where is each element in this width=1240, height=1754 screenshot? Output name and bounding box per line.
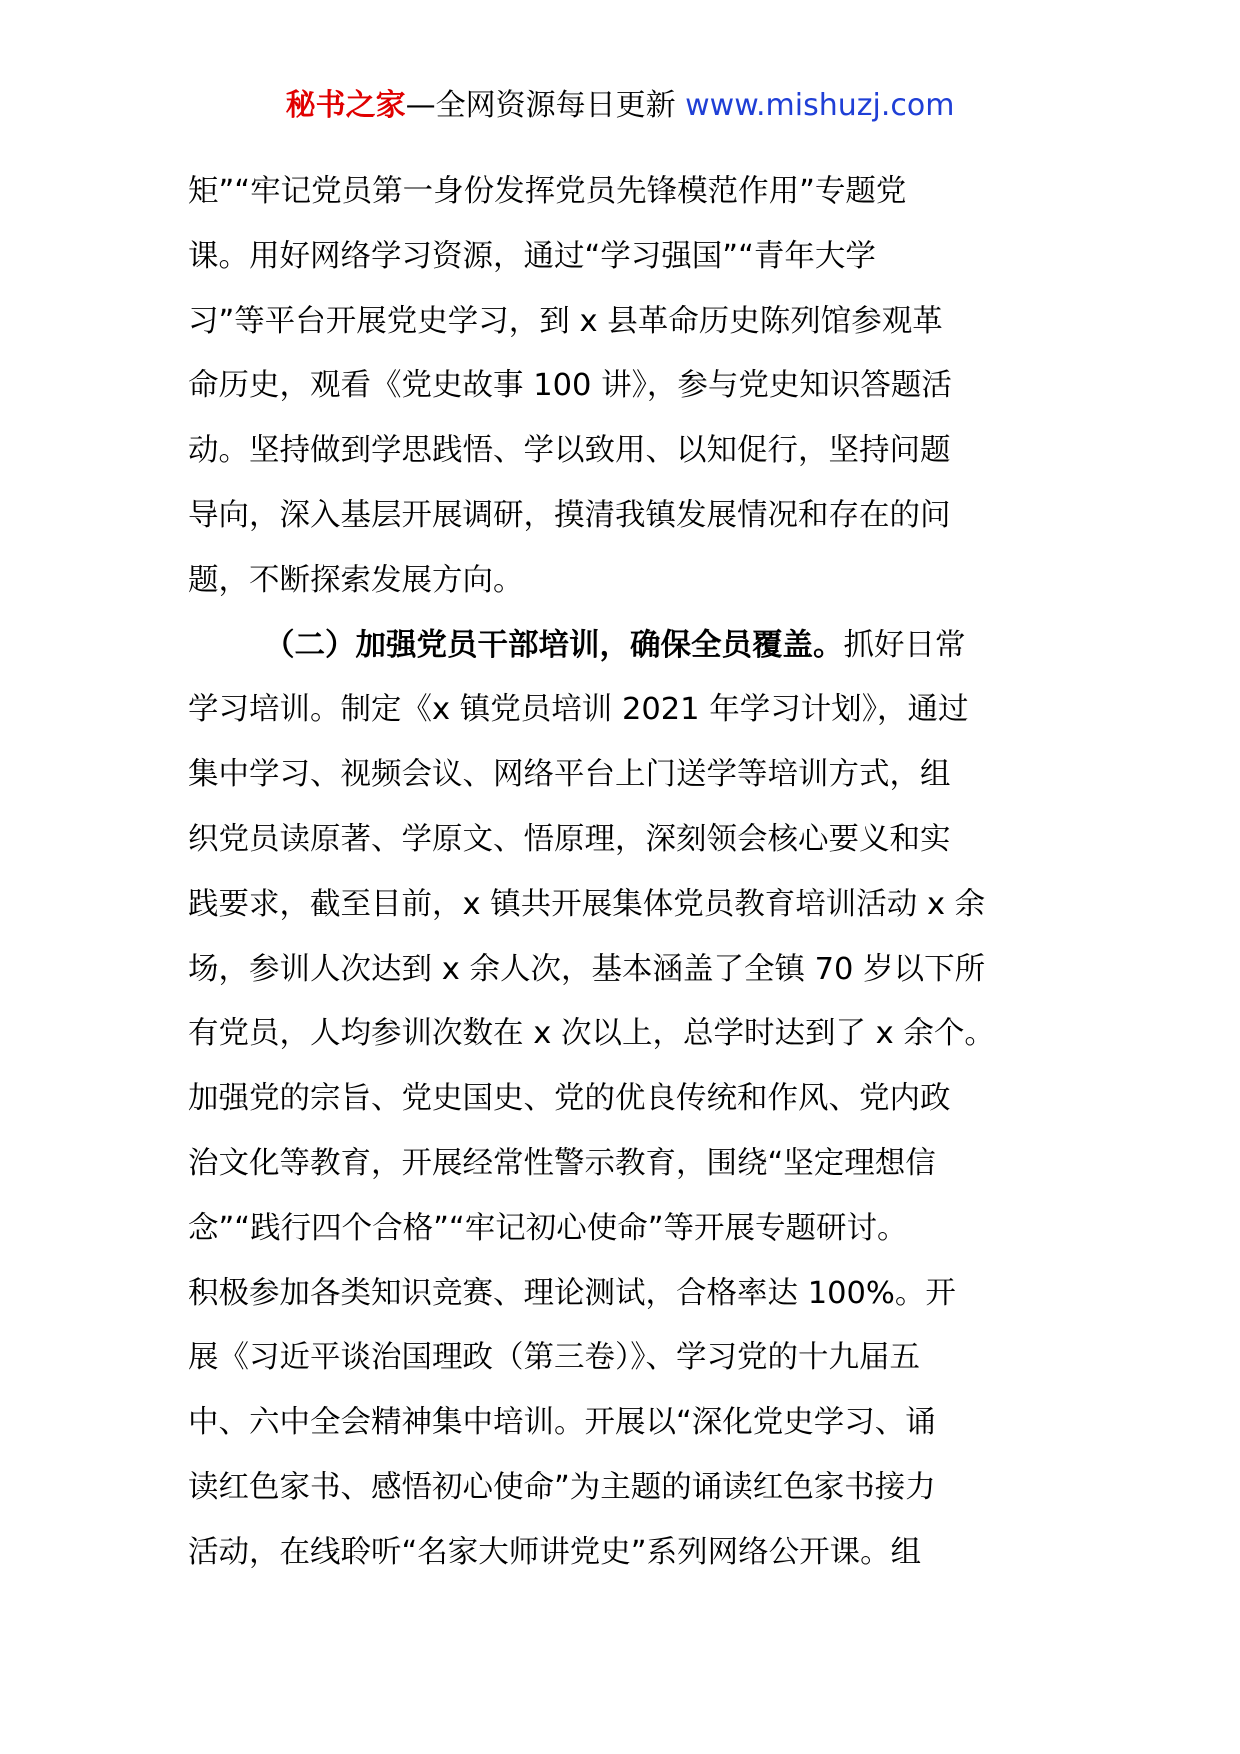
paragraph-line: 念”“践行四个合格”“牢记初心使命”等开展专题研讨。 xyxy=(188,1210,908,1246)
paragraph-line: 习”等平台开展党史学习，到 x 县革命历史陈列馆参观革 xyxy=(188,303,943,339)
paragraph-line: 践要求，截至目前，x 镇共开展集体党员教育培训活动 x 余 xyxy=(188,886,986,922)
paragraph-line: 命历史，观看《党史故事 100 讲》，参与党史知识答题活 xyxy=(188,368,952,404)
paragraph-line: 课。用好网络学习资源，通过“学习强国”“青年大学 xyxy=(188,238,876,274)
paragraph-line: 展《习近平谈治国理政（第三卷）》、学习党的十九届五 xyxy=(188,1340,920,1376)
paragraph-line: 织党员读原著、学原文、悟原理，深刻领会核心要义和实 xyxy=(188,821,951,857)
section-heading: （二）加强党员干部培训，确保全员覆盖。 xyxy=(264,627,844,663)
paragraph-line: 读红色家书、感悟初心使命”为主题的诵读红色家书接力 xyxy=(188,1469,936,1505)
paragraph-line: 导向，深入基层开展调研，摸清我镇发展情况和存在的问 xyxy=(188,497,951,533)
paragraph-line: 中、六中全会精神集中培训。开展以“深化党史学习、诵 xyxy=(188,1405,936,1441)
document-body xyxy=(188,160,1058,1586)
paragraph-line: 活动，在线聆听“名家大师讲党史”系列网络公开课。组 xyxy=(188,1534,922,1570)
section-heading-rest: 抓好日常 xyxy=(843,627,966,663)
brand-name: 秘书之家 xyxy=(285,88,406,123)
section-heading-line xyxy=(188,614,1058,679)
paragraph-line: 场，参训人次达到 x 余人次，基本涵盖了全镇 70 岁以下所 xyxy=(188,951,986,987)
paragraph-line: 题，不断探索发展方向。 xyxy=(188,562,524,598)
paragraph-line: 矩”“牢记党员第一身份发挥党员先锋模范作用”专题党 xyxy=(188,174,907,209)
paragraph-line: 加强党的宗旨、党史国史、党的优良传统和作风、党内政 xyxy=(188,1081,951,1117)
paragraph-line: 有党员，人均参训次数在 x 次以上，总学时达到了 x 余个。 xyxy=(188,1016,995,1052)
paragraph-line: 集中学习、视频会议、网络平台上门送学等培训方式，组 xyxy=(188,757,951,793)
paragraph-line: 积极参加各类知识竞赛、理论测试，合格率达 100%。开 xyxy=(188,1275,956,1311)
paragraph-line: 动。坚持做到学思践悟、学以致用、以知促行，坚持问题 xyxy=(188,433,951,469)
page-header xyxy=(0,86,1240,126)
paragraph-line: 学习培训。制定《x 镇党员培训 2021 年学习计划》，通过 xyxy=(188,692,969,728)
header-tagline: —全网资源每日更新 xyxy=(405,88,676,123)
paragraph-line: 治文化等教育，开展经常性警示教育，围绕“坚定理想信 xyxy=(188,1145,936,1181)
site-url-link[interactable]: www.mishuzj.com xyxy=(685,88,955,123)
